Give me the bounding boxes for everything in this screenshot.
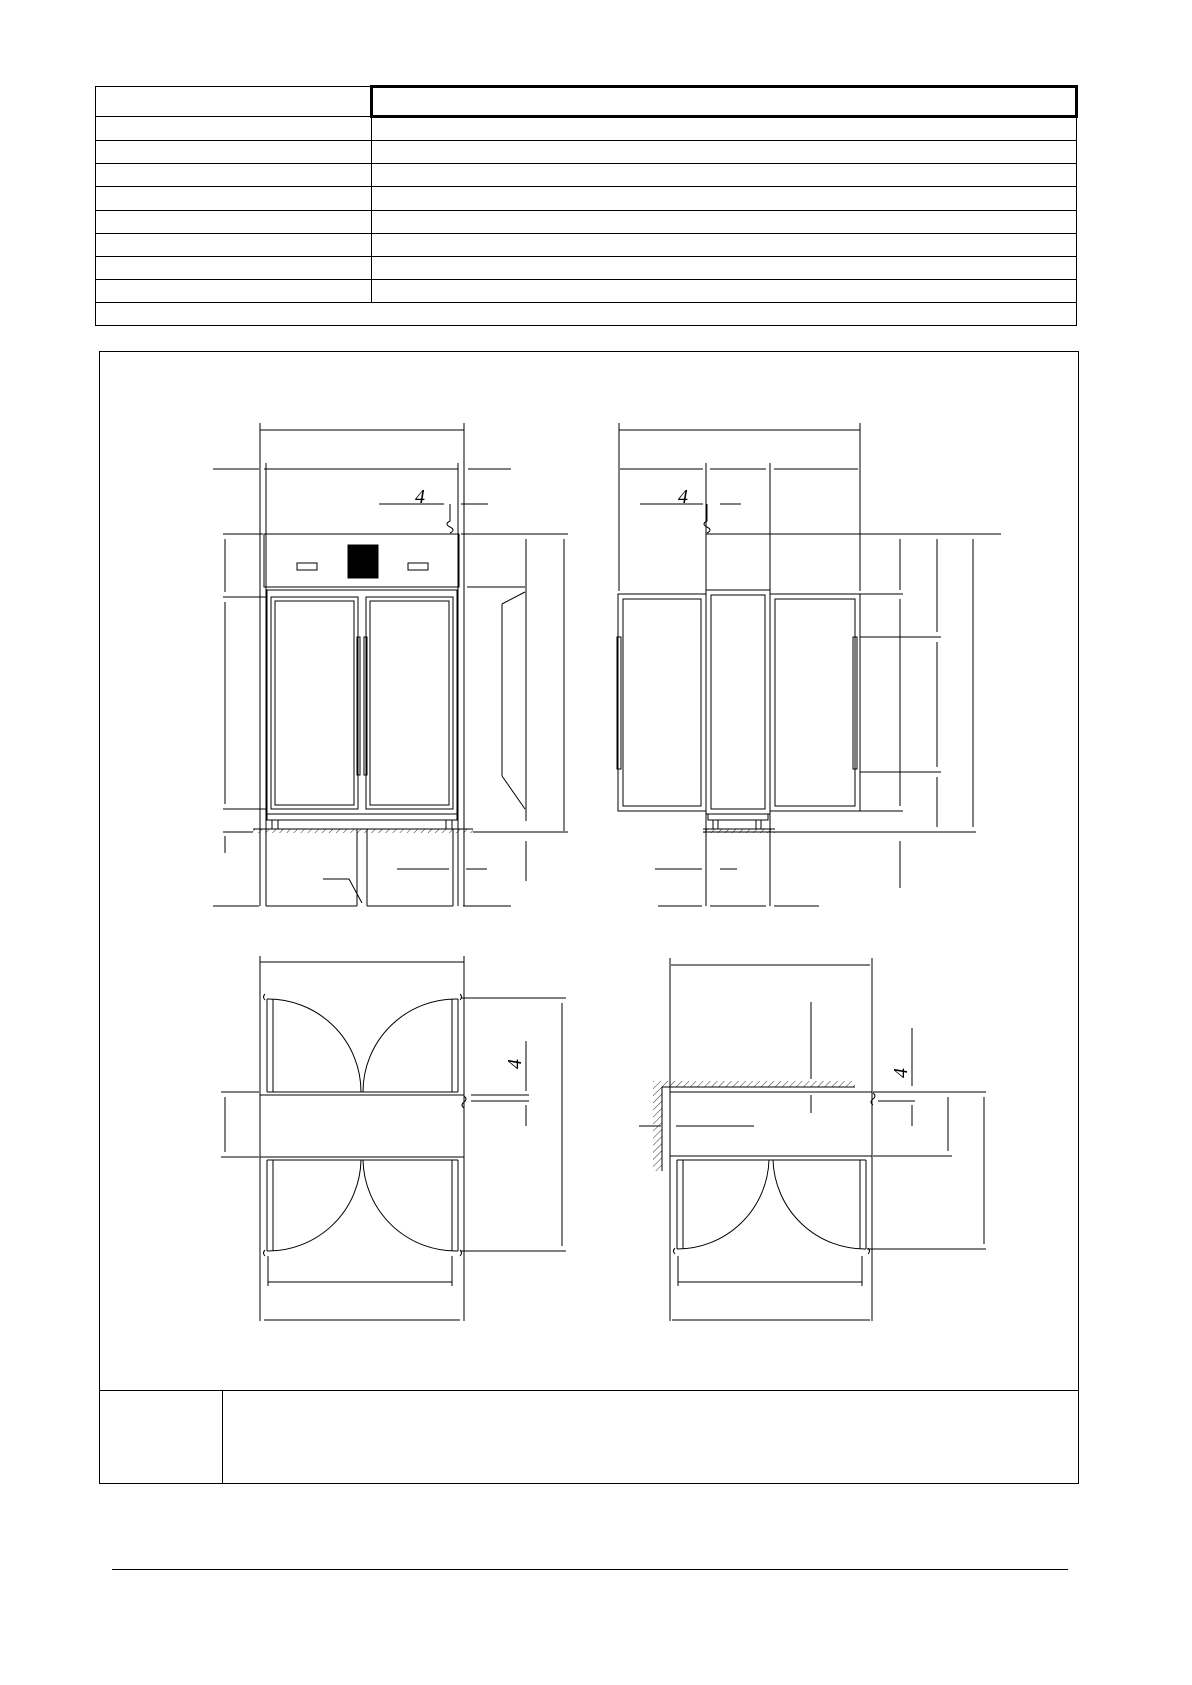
spec-header-key — [96, 87, 372, 117]
spec-row-key — [96, 187, 372, 210]
plan-view-right — [639, 958, 986, 1321]
spec-row — [96, 164, 1077, 187]
footer-rule — [112, 1569, 1068, 1570]
spec-footer-note — [96, 302, 1077, 325]
spec-row — [96, 256, 1077, 279]
spec-footer-row — [96, 302, 1077, 325]
spec-row-key — [96, 279, 372, 302]
spec-row-value — [372, 210, 1077, 233]
spec-header-value — [372, 87, 1077, 117]
spec-row-value — [372, 256, 1077, 279]
spec-row — [96, 210, 1077, 233]
spec-row — [96, 279, 1077, 302]
spec-row-value — [372, 187, 1077, 210]
spec-row-key — [96, 117, 372, 141]
spec-row-value — [372, 164, 1077, 187]
side-elevation-view — [617, 423, 1001, 906]
spec-row — [96, 187, 1077, 210]
plan-left-section-marker: 4 — [504, 1059, 526, 1069]
spec-row-key — [96, 233, 372, 256]
spec-row — [96, 233, 1077, 256]
spec-table — [95, 85, 1078, 326]
plan-view-left — [221, 956, 566, 1321]
spec-row-value — [372, 279, 1077, 302]
notes-text — [224, 1391, 1079, 1484]
notes-label — [99, 1391, 223, 1484]
spec-row-key — [96, 210, 372, 233]
front-section-marker: 4 — [415, 486, 425, 508]
plan-right-section-marker: 4 — [890, 1068, 912, 1078]
spec-row-value — [372, 117, 1077, 141]
spec-row-key — [96, 164, 372, 187]
side-section-marker: 4 — [678, 486, 688, 508]
drawing-frame — [99, 351, 1079, 1484]
spec-row — [96, 117, 1077, 141]
spec-row-key — [96, 256, 372, 279]
notes-box — [99, 1390, 1079, 1484]
spec-row-value — [372, 233, 1077, 256]
spec-table-header-row — [96, 87, 1077, 117]
technical-drawing — [100, 352, 1078, 1392]
spec-row-value — [372, 141, 1077, 164]
spec-row-key — [96, 141, 372, 164]
spec-row — [96, 141, 1077, 164]
front-elevation-view — [213, 423, 568, 906]
